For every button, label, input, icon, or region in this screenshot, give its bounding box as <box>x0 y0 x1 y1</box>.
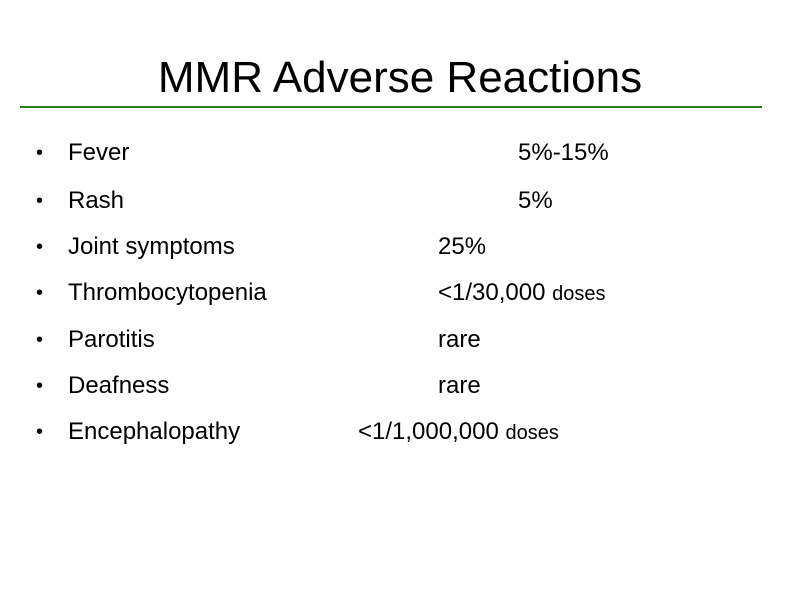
rate-value: <1/1,000,000 <box>358 418 499 445</box>
bullet-icon: • <box>36 190 44 212</box>
rate-unit: doses <box>505 422 559 444</box>
bullet-icon: • <box>36 236 44 258</box>
reaction-rate <box>438 324 481 356</box>
reaction-label: Parotitis <box>68 326 155 353</box>
list-item-fever <box>0 137 800 169</box>
list-item-joint-symptoms <box>0 231 800 263</box>
reaction-rate <box>358 416 559 449</box>
bullet-icon: • <box>36 282 44 304</box>
list-item-thrombocytopenia <box>0 277 800 309</box>
bullet-icon: • <box>36 329 44 351</box>
reaction-label: Fever <box>68 139 130 166</box>
reaction-label: Rash <box>68 187 125 214</box>
rate-value: 5% <box>518 187 553 214</box>
reaction-label: Encephalopathy <box>68 418 241 445</box>
bullet-icon: • <box>36 142 44 164</box>
reaction-label: Deafness <box>68 372 170 399</box>
reaction-label: Joint symptoms <box>68 233 235 260</box>
list-item-deafness <box>0 370 800 402</box>
rate-value: 5%-15% <box>518 139 609 166</box>
rate-value: rare <box>438 372 481 399</box>
reaction-rate <box>438 277 605 310</box>
bullet-icon: • <box>36 421 44 443</box>
bullet-icon: • <box>36 375 44 397</box>
slide-title: MMR Adverse Reactions <box>157 53 643 102</box>
reaction-rate <box>438 231 486 263</box>
rate-unit: doses <box>552 283 606 305</box>
list-item-rash <box>0 185 800 217</box>
rate-value: 25% <box>438 233 487 260</box>
list-item-parotitis <box>0 324 800 356</box>
reaction-rate <box>518 137 609 169</box>
reaction-label: Thrombocytopenia <box>68 279 267 306</box>
reaction-rate <box>518 185 553 217</box>
rate-value: rare <box>438 326 481 353</box>
rate-value: <1/30,000 <box>438 279 546 306</box>
reaction-rate <box>438 370 481 402</box>
list-item-encephalopathy <box>0 416 800 448</box>
